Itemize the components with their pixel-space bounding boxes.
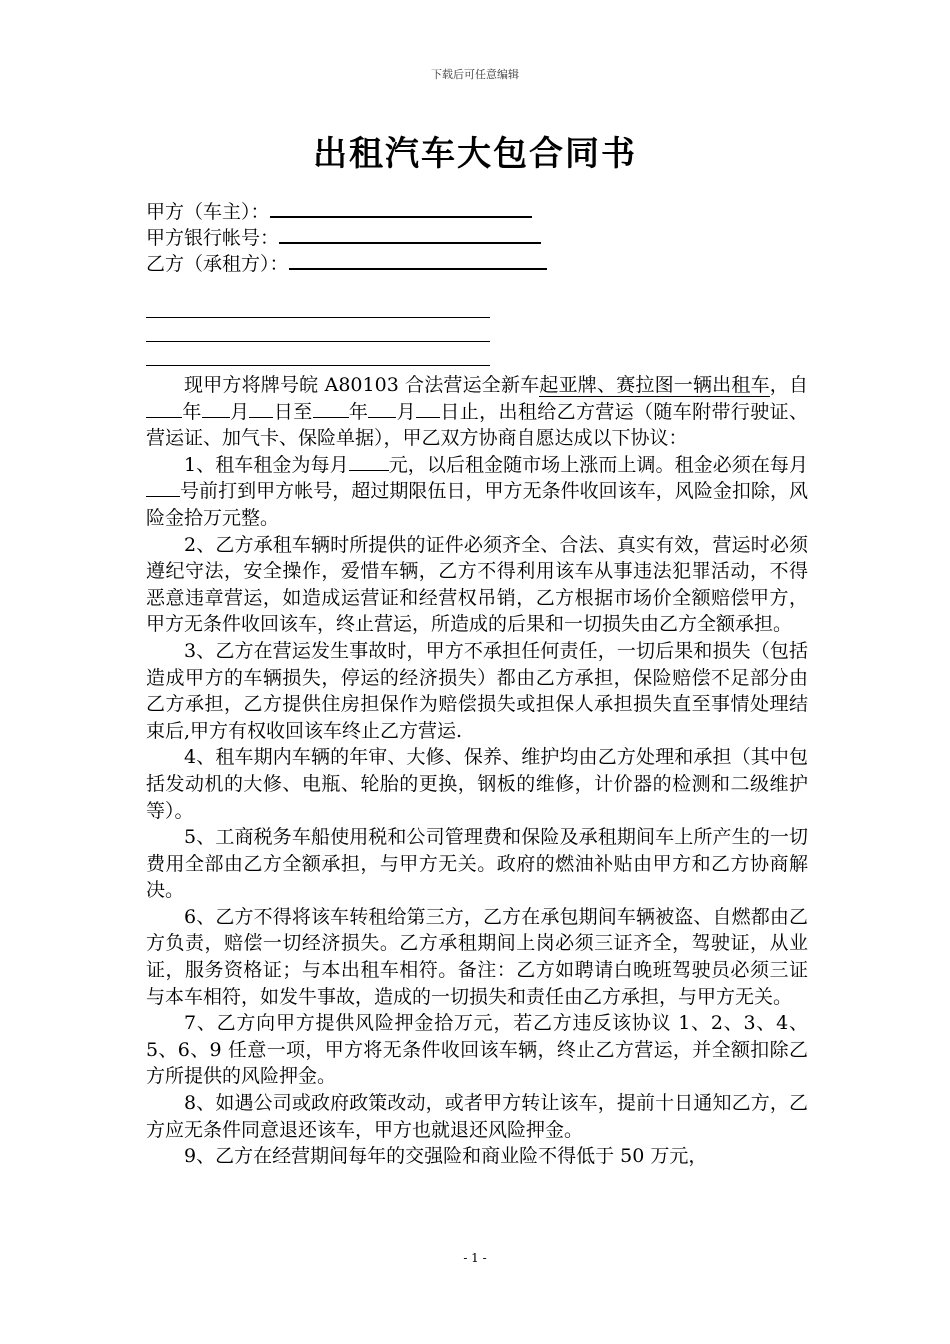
intro-paragraph bbox=[146, 372, 808, 452]
party-a-bank-blank[interactable] bbox=[279, 224, 541, 244]
clause-1 bbox=[146, 452, 808, 532]
clause-3: 3、乙方在营运发生事故时，甲方不承担任何责任，一切后果和损失（包括造成甲方的车辆损失，停运的经济损失）都由乙方承担，保险赔偿不足部分由乙方承担，乙方提供住房担保作为赔偿损失或担保人承担损失直至事情处理结束后,甲方有权收回该车终止乙方营运. bbox=[146, 639, 808, 742]
clause-4: 4、租车期内车辆的年审、大修、保养、维护均由乙方处理和承担（其中包括发动机的大修、电瓶、轮胎的更换，钢板的维修，计价器的检测和二级维护等）。 bbox=[146, 746, 808, 822]
intro-text: 日至 bbox=[273, 400, 313, 423]
party-a-bank-line bbox=[146, 224, 806, 250]
clause-2: 2、乙方承租车辆时所提供的证件必须齐全、合法、真实有效，营运时必须遵纪守法，安全操作，爱惜车辆，乙方不得利用该车从事违法犯罪活动，不得恶意违章营运，如造成运营证和经营权吊销，乙方根据市场价全额赔偿甲方，甲方无条件收回该车，终止营运，所造成的后果和一切损失由乙方全额承担。 bbox=[146, 533, 808, 636]
header-note: 下载后可任意编辑 bbox=[431, 68, 519, 81]
clause-text: 号前打到甲方帐号，超过期限伍日，甲方无条件收回该车，风险金扣除，风险金拾万元整。 bbox=[146, 480, 808, 529]
page-number: - 1 - bbox=[463, 1251, 487, 1265]
intro-text: 现甲方将牌号皖 A80103 合法营运全新车 bbox=[184, 374, 540, 396]
payment-day-blank[interactable] bbox=[146, 478, 180, 497]
blank-line[interactable] bbox=[146, 342, 490, 366]
clause-text: 元，以后租金随市场上涨而上调。租金必须在每月 bbox=[388, 453, 808, 476]
start-month-blank[interactable] bbox=[202, 399, 230, 418]
end-month-blank[interactable] bbox=[368, 399, 396, 418]
clause-6: 6、乙方不得将该车转租给第三方，乙方在承包期间车辆被盗、自燃都由乙方负责，赔偿一切经济损失。乙方承租期间上岗必须三证齐全，驾驶证，从业证，服务资格证；与本出租车相符。备注：乙方如聘请白晚班驾驶员必须三证与本车相符，如发牛事故，造成的一切损失和责任由乙方承担，与甲方无关。 bbox=[146, 905, 808, 1008]
contract-body bbox=[146, 372, 808, 1170]
party-b-line bbox=[146, 250, 806, 276]
parties-section bbox=[146, 198, 806, 276]
party-a-bank-label: 甲方银行帐号： bbox=[146, 227, 280, 249]
car-model: 起亚牌、赛拉图一辆出租车 bbox=[539, 374, 770, 396]
party-b-blank[interactable] bbox=[289, 250, 547, 270]
blank-line[interactable] bbox=[146, 318, 490, 342]
start-day-blank[interactable] bbox=[249, 399, 273, 418]
clause-9: 9、乙方在经营期间每年的交强险和商业险不得低于 50 万元， bbox=[184, 1145, 708, 1168]
rent-amount-blank[interactable] bbox=[349, 452, 389, 471]
clause-7: 7、乙方向甲方提供风险押金拾万元，若乙方违反该协议 1、2、3、4、5、6、9 任意一项，甲方将无条件收回该车辆，终止乙方营运，并全额扣除乙方所提供的风险押金。 bbox=[146, 1012, 808, 1088]
clause-text: 1、租车租金为每月 bbox=[184, 453, 349, 476]
start-year-blank[interactable] bbox=[146, 399, 182, 418]
intro-text: 日止，出租给乙方营运（随车附带行驶证、营运证、加气卡、保险单据），甲乙双方协商自愿达成以下协议： bbox=[146, 400, 808, 450]
blank-lines bbox=[146, 294, 490, 366]
intro-text: 月 bbox=[229, 400, 250, 423]
blank-line[interactable] bbox=[146, 294, 490, 318]
intro-text: 年 bbox=[182, 400, 202, 423]
intro-text: ，自 bbox=[769, 374, 808, 396]
party-a-blank[interactable] bbox=[270, 198, 532, 218]
end-day-blank[interactable] bbox=[416, 399, 440, 418]
party-a-label: 甲方（车主）： bbox=[146, 201, 270, 223]
document-title: 出租汽车大包合同书 bbox=[313, 134, 637, 174]
clause-8: 8、如遇公司或政府政策改动，或者甲方转让该车，提前十日通知乙方，乙方应无条件同意退还该车，甲方也就退还风险押金。 bbox=[146, 1092, 808, 1141]
clause-5: 5、工商税务车船使用税和公司管理费和保险及承租期间车上所产生的一切费用全部由乙方全额承担，与甲方无关。政府的燃油补贴由甲方和乙方协商解决。 bbox=[146, 826, 808, 902]
party-b-label: 乙方（承租方）： bbox=[146, 253, 289, 275]
intro-text: 月 bbox=[396, 400, 417, 423]
intro-text: 年 bbox=[348, 400, 369, 423]
end-year-blank[interactable] bbox=[313, 399, 349, 418]
party-a-line bbox=[146, 198, 806, 224]
